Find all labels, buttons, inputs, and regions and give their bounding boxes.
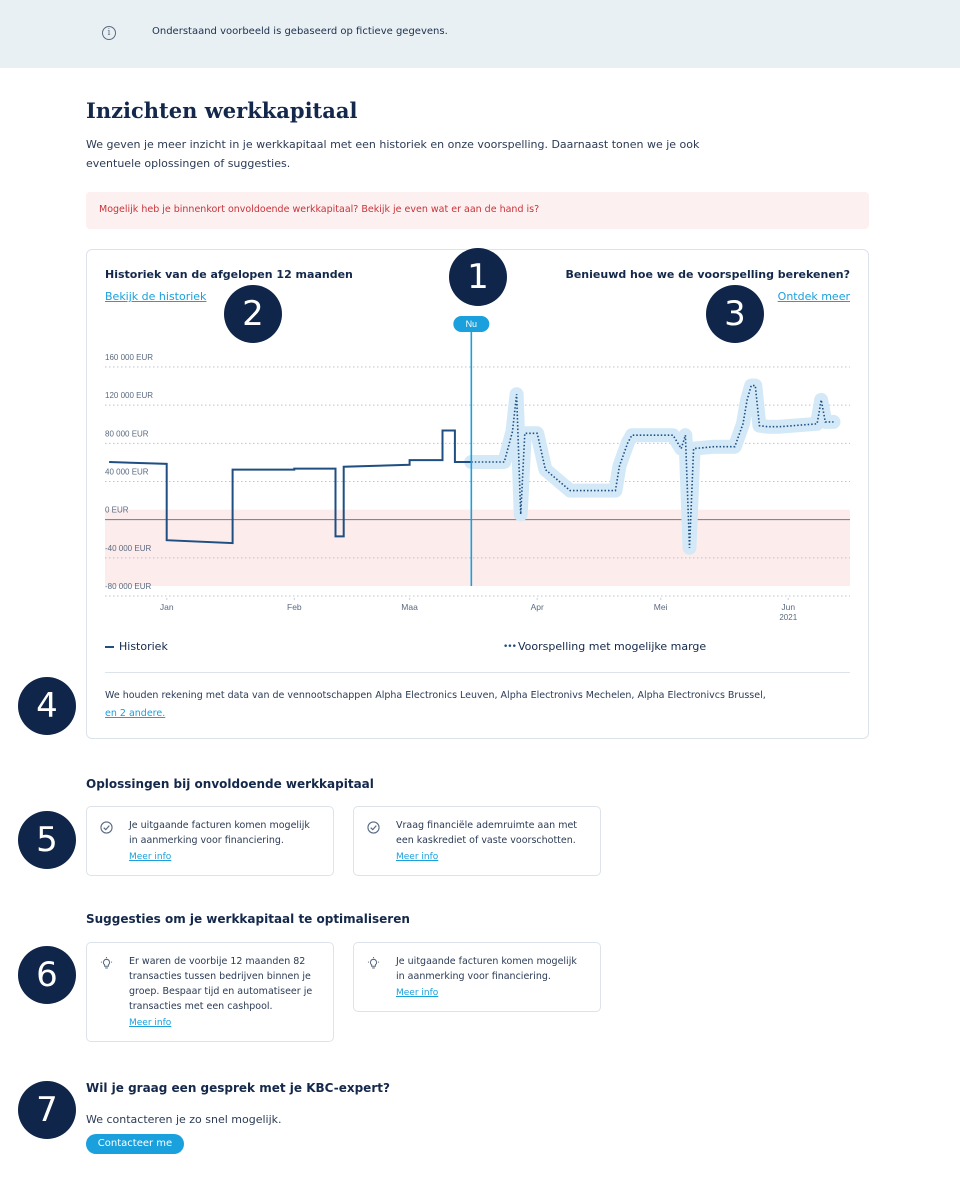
x-tick-mark (409, 598, 410, 599)
annotation-marker-4: 4 (18, 677, 76, 735)
solution-card-2[interactable] (353, 806, 601, 876)
now-badge-label: Nu (465, 319, 478, 329)
x-tick-mark (788, 598, 789, 599)
legend-history-label: Historiek (119, 640, 168, 653)
solution-card-1-link[interactable]: Meer info (129, 852, 172, 862)
y-tick-label: 160 000 EUR (105, 353, 154, 362)
legend-history-swatch (105, 646, 114, 648)
x-tick-mark (294, 598, 295, 599)
lightbulb-icon (100, 957, 113, 970)
annotation-marker-6: 6 (18, 946, 76, 1004)
card-divider (105, 672, 850, 673)
suggestion-card-1-link[interactable]: Meer info (129, 1018, 172, 1028)
annotation-marker-3: 3 (706, 285, 764, 343)
cta-title: Wil je graag een gesprek met je KBC-expert? (86, 1081, 390, 1095)
suggestion-card-2-text: Je uitgaande facturen komen mogelijk in aanmerking voor financiering. (396, 956, 577, 982)
solution-card-2-link[interactable]: Meer info (396, 852, 439, 862)
suggestion-card-1[interactable] (86, 942, 334, 1042)
info-banner (0, 0, 960, 68)
check-circle-icon (367, 821, 380, 834)
solution-card-1[interactable] (86, 806, 334, 876)
more-companies-link[interactable]: en 2 andere. (105, 708, 166, 719)
x-tick-label: Maa (401, 602, 418, 612)
x-tick-mark (166, 598, 167, 599)
data-source-note: We houden rekening met data van de vennootschappen Alpha Electronics Leuven, Alpha Electronivs Mechelen, Alpha Electronivcs Brussel, (105, 690, 766, 701)
y-tick-label: 120 000 EUR (105, 391, 154, 401)
page-intro: We geven je meer inzicht in je werkkapitaal met een historiek en onze voorspelling. Daarnaast tonen we je ook eventuele oplossingen of suggesties. (86, 138, 700, 170)
annotation-marker-5: 5 (18, 811, 76, 869)
suggestion-card-1-text: Er waren de voorbije 12 maanden 82 transacties tussen bedrijven binnen je groep. Bespaar tijd en automatiseer je transacties met een cashpool. (129, 956, 313, 1012)
legend-forecast-swatch: ••• (503, 642, 516, 652)
legend-forecast-label: Voorspelling met mogelijke marge (518, 640, 707, 653)
lightbulb-icon (367, 957, 380, 970)
y-tick-label: -80 000 EUR (105, 582, 152, 591)
y-tick-label: -40 000 EUR (105, 543, 152, 553)
solution-card-1-text: Je uitgaande facturen komen mogelijk in aanmerking voor financiering. (129, 820, 310, 846)
history-link[interactable]: Bekijk de historiek (105, 290, 207, 303)
suggestions-title: Suggesties om je werkkapitaal te optimaliseren (86, 912, 410, 926)
x-tick-label: Jan (159, 602, 174, 612)
y-tick-label: 0 EUR (105, 505, 129, 515)
negative-zone (105, 510, 850, 586)
forecast-info-link[interactable]: Ontdek meer (777, 290, 850, 303)
info-banner-text: Onderstaand voorbeeld is gebaseerd op fictieve gegevens. (152, 26, 448, 37)
warning-alert-text: Mogelijk heb je binnenkort onvoldoende werkkapitaal? Bekijk je even wat er aan de hand is? (99, 204, 540, 215)
info-icon: i (102, 26, 116, 40)
y-tick-label: 80 000 EUR (105, 429, 149, 439)
history-title: Historiek van de afgelopen 12 maanden (105, 268, 353, 281)
annotation-marker-7: 7 (18, 1081, 76, 1139)
x-tick-label: Mei (653, 602, 668, 612)
check-circle-icon (100, 821, 113, 834)
x-tick-mark (536, 598, 537, 599)
page-title: Inzichten werkkapitaal (86, 98, 358, 123)
x-tick-label: Jun (781, 602, 796, 612)
x-tick-label: Apr (530, 602, 544, 612)
legend-history (105, 640, 168, 653)
warning-alert (86, 192, 869, 229)
suggestion-card-2-link[interactable]: Meer info (396, 988, 439, 998)
working-capital-chart (87, 310, 870, 630)
cta-subtitle: We contacteren je zo snel mogelijk. (86, 1113, 282, 1126)
annotation-marker-2: 2 (224, 285, 282, 343)
contact-button[interactable]: Contacteer me (86, 1134, 184, 1154)
legend-forecast (503, 640, 706, 653)
solution-card-2-text: Vraag financiële ademruimte aan met een kaskrediet of vaste voorschotten. (396, 820, 578, 846)
x-tick-sublabel: 2021 (779, 613, 798, 622)
solutions-title: Oplossingen bij onvoldoende werkkapitaal (86, 777, 374, 791)
x-tick-label: Feb (287, 602, 302, 612)
annotation-marker-1: 1 (449, 248, 507, 306)
suggestion-card-2[interactable] (353, 942, 601, 1012)
forecast-title: Benieuwd hoe we de voorspelling berekenen? (565, 268, 850, 281)
x-tick-mark (660, 598, 661, 599)
y-tick-label: 40 000 EUR (105, 467, 149, 477)
